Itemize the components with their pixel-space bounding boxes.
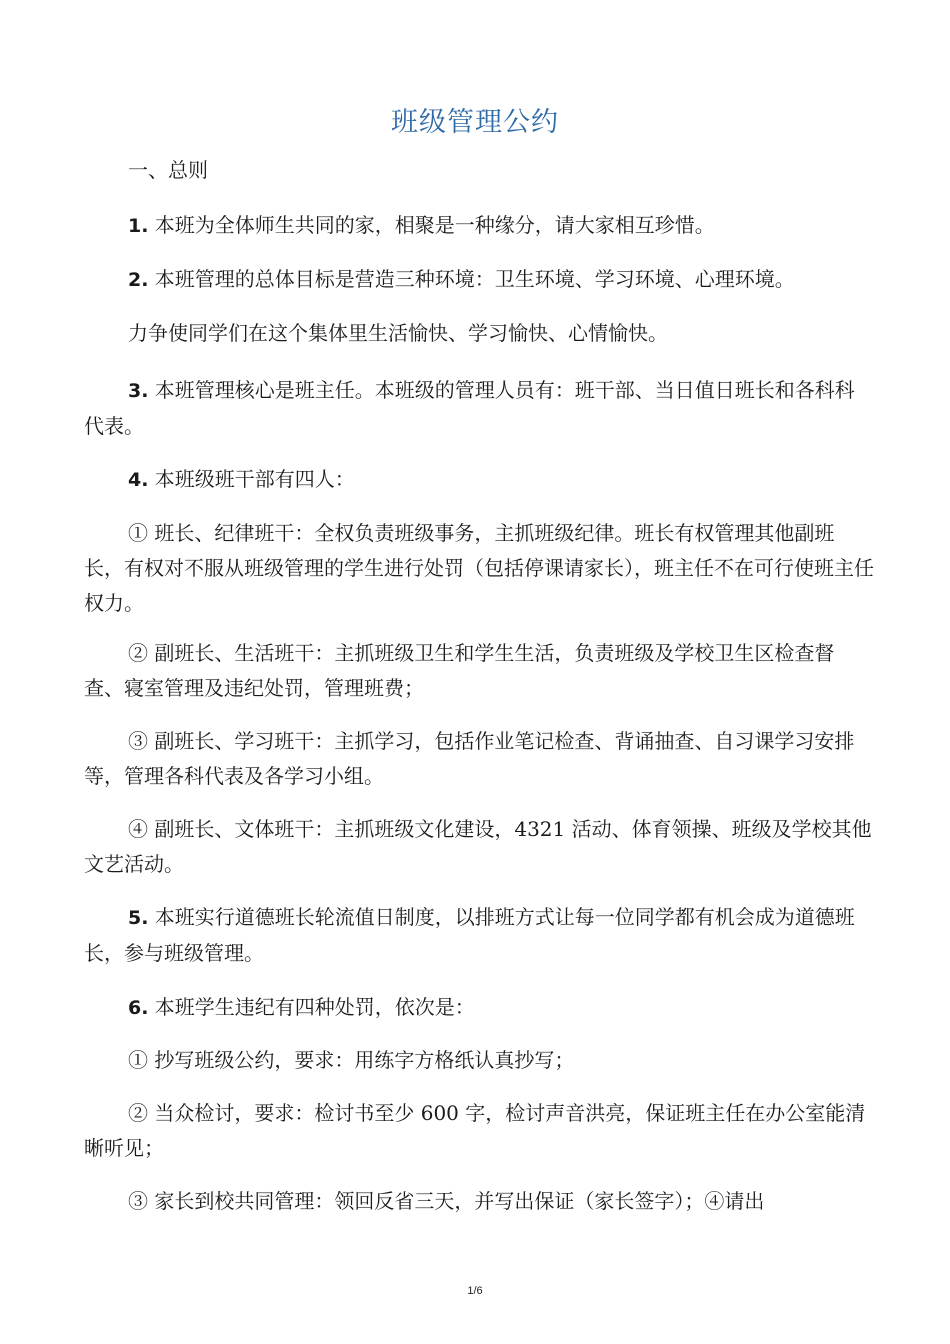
item-number: 5. — [128, 907, 149, 929]
list-item-life-monitor — [84, 636, 874, 706]
paragraph-text: ① 抄写班级公约，要求：用练字方格纸认真抄写； — [128, 1048, 575, 1072]
paragraph-text: ③ 家长到校共同管理：领回反省三天，并写出保证（家长签字）；④请出 — [128, 1189, 765, 1213]
paragraph-2 — [128, 262, 888, 298]
item-number: 2. — [128, 269, 149, 291]
paragraph-text: 本班实行道德班长轮流值日制度，以排班方式让每一位同学都有机会成为道德班长，参与班级管理。 — [84, 905, 855, 965]
list-item-punishment-2 — [84, 1096, 874, 1166]
paragraph-text: ③ 副班长、学习班干：主抓学习，包括作业笔记检查、背诵抽查、自习课学习安排等，管理各科代表及各学习小组。 — [84, 729, 855, 788]
paragraph-text: 一、总则 — [128, 158, 208, 182]
document-title: 班级管理公约 — [391, 107, 559, 138]
paragraph-4 — [128, 462, 918, 498]
section-heading — [128, 153, 918, 188]
paragraph-text: ② 当众检讨，要求：检讨书至少 600 字，检讨声音洪亮，保证班主任在办公室能清晰听见； — [84, 1101, 866, 1160]
paragraph-text: ① 班长、纪律班干：全权负责班级事务，主抓班级纪律。班长有权管理其他副班长，有权对不服从班级管理的学生进行处罚（包括停课请家长），班主任不在可行使班主任权力。 — [84, 521, 874, 615]
list-item-punishment-3 — [84, 1184, 874, 1219]
paragraph-1 — [128, 208, 918, 244]
paragraph-text: 力争使同学们在这个集体里生活愉快、学习愉快、心情愉快。 — [128, 321, 668, 345]
paragraph-text: 本班为全体师生共同的家，相聚是一种缘分，请大家相互珍惜。 — [148, 213, 715, 237]
item-number: 1. — [128, 215, 149, 237]
paragraph-5 — [84, 900, 874, 971]
paragraph-text: 本班管理的总体目标是营造三种环境：卫生环境、学习环境、心理环境。 — [148, 267, 795, 291]
list-item-study-monitor — [84, 724, 874, 794]
item-number: 6. — [128, 997, 149, 1019]
page-number: 1/6 — [467, 1285, 483, 1297]
item-number: 4. — [128, 469, 149, 491]
paragraph-6 — [128, 990, 918, 1026]
paragraph-text: 本班学生违纪有四种处罚，依次是： — [148, 995, 475, 1019]
paragraph-3 — [84, 373, 874, 444]
paragraph-2-continued — [128, 316, 918, 351]
list-item-culture-monitor — [84, 812, 874, 882]
list-item-class-monitor — [84, 516, 874, 621]
item-number: 3. — [128, 380, 149, 402]
list-item-punishment-1 — [128, 1043, 918, 1078]
paragraph-text: ② 副班长、生活班干：主抓班级卫生和学生生活，负责班级及学校卫生区检查督查、寝室管理及违纪处罚，管理班费； — [84, 641, 835, 700]
paragraph-text: 本班管理核心是班主任。本班级的管理人员有：班干部、当日值日班长和各科科代表。 — [84, 378, 855, 438]
paragraph-text: ④ 副班长、文体班干：主抓班级文化建设，4321 活动、体育领操、班级及学校其他文艺活动。 — [84, 817, 872, 876]
paragraph-text: 本班级班干部有四人： — [148, 467, 355, 491]
